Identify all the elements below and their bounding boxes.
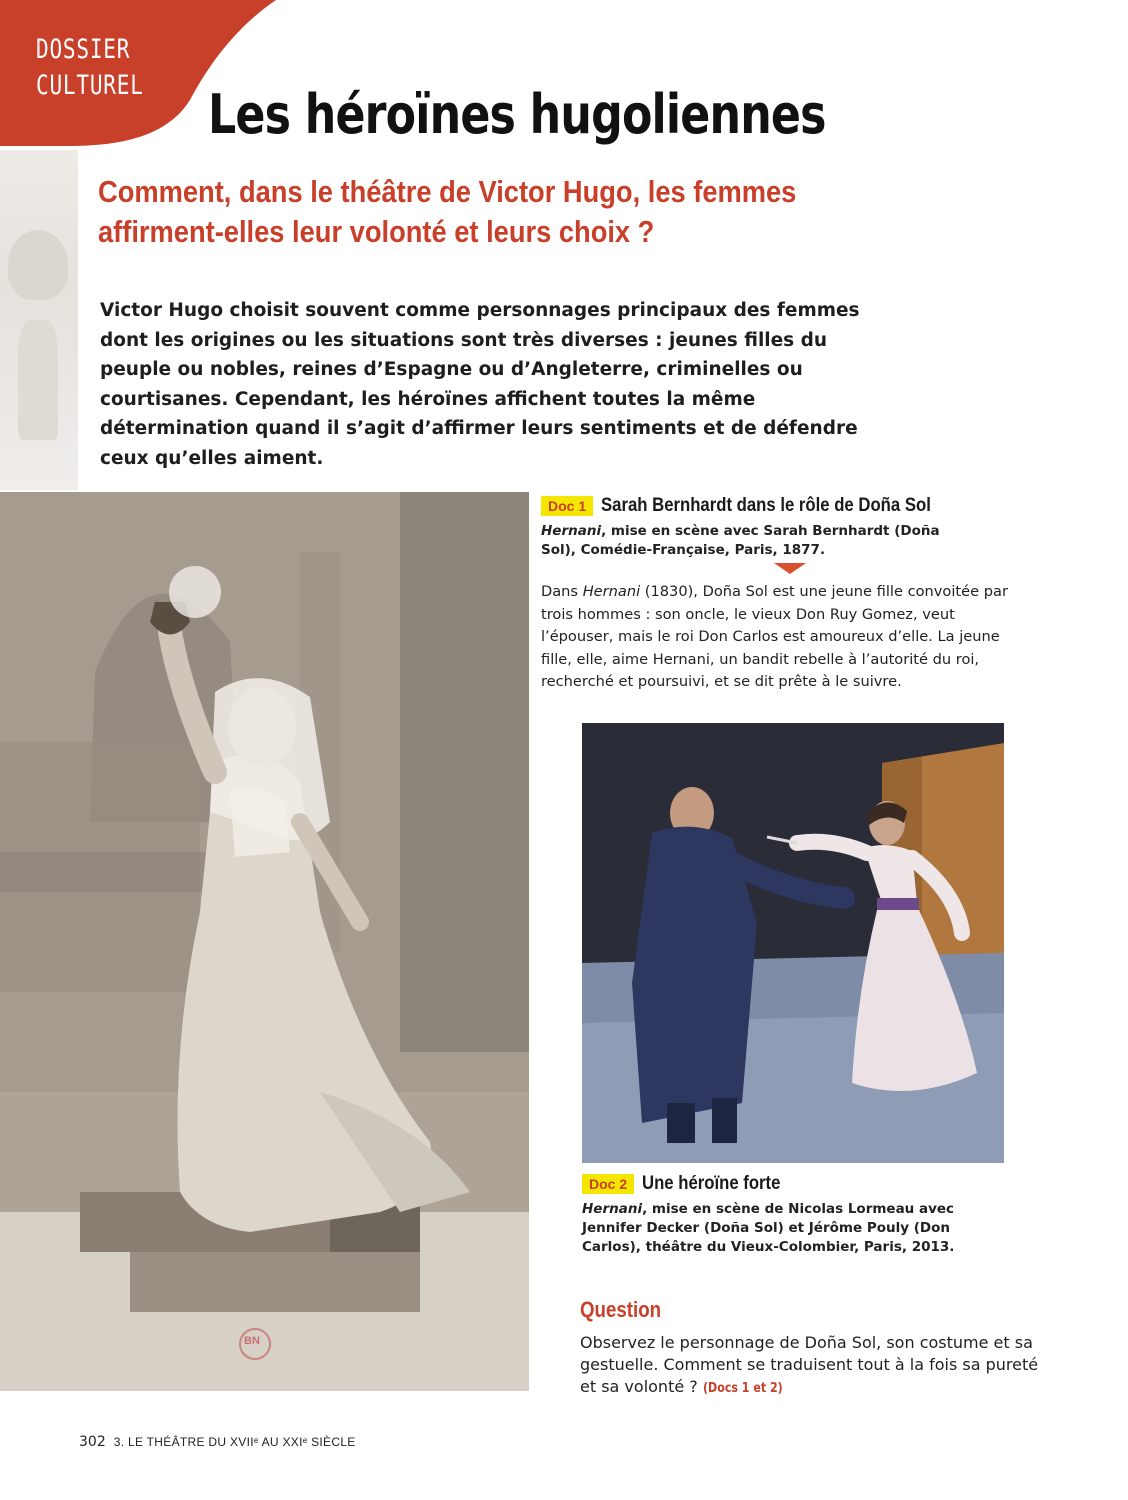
question-text: [580, 1332, 1040, 1400]
page-subtitle: Comment, dans le théâtre de Victor Hugo, les femmes affirment-elles leur volonté et leurs choix ?: [98, 174, 797, 249]
doc1-heading: [541, 495, 976, 517]
doc2-title: Une héroïne forte: [642, 1173, 781, 1194]
doc2-caption: [582, 1200, 1002, 1257]
doc1-caption: [541, 522, 971, 560]
doc2-caption-rest: , mise en scène de Nicolas Lormeau avec Jennifer Decker (Doña Sol) et Jérôme Pouly (Don Carlos), théâtre du Vieux-Colombier, Paris, 2013.: [582, 1201, 955, 1255]
doc1-text-after: (1830), Doña Sol est une jeune fille convoitée par trois hommes : son oncle, le vieux Don Ruy Gomez, veut l’épouser, mais le roi Don Carlos est amoureux d’elle. La jeune fille, elle, aime Hernani, un bandit rebelle à l’autorité du roi, recherché et poursuivi, et se dit prête à le suivre.: [541, 583, 1008, 690]
doc1-photo-sarah-bernhardt: [0, 492, 529, 1391]
doc1-context-text: [541, 581, 1021, 694]
doc1-badge: Doc 1: [541, 496, 593, 516]
doc1-text-work-title: Hernani: [582, 583, 641, 600]
question-body: Observez le personnage de Doña Sol, son costume et sa gestuelle. Comment se traduisent tout à la fois sa pureté et sa volonté ?: [580, 1333, 1039, 1396]
doc1-title: Sarah Bernhardt dans le rôle de Doña Sol: [601, 495, 931, 516]
margin-decorative-image: [0, 150, 78, 490]
section-label-line2: CULTUREL: [36, 70, 144, 101]
chapter-label: 3. LE THÉÂTRE DU XVIIᵉ AU XXIᵉ SIÈCLE: [113, 1435, 356, 1449]
library-stamp: BN: [244, 1335, 260, 1347]
caption-arrow-icon: [774, 563, 806, 574]
question-doc-reference: (Docs 1 et 2): [702, 1381, 783, 1396]
doc2-heading: [582, 1173, 799, 1195]
doc1-text-before: Dans: [541, 583, 583, 600]
question-heading: Question: [580, 1297, 662, 1322]
margin-statue-shape: [8, 230, 68, 300]
doc2-badge: Doc 2: [582, 1174, 634, 1194]
doc1-caption-rest: , mise en scène avec Sarah Bernhardt (Doña Sol), Comédie-Française, Paris, 1877.: [541, 523, 940, 558]
page-number: 302: [79, 1434, 106, 1450]
margin-pedestal-shape: [18, 320, 58, 440]
intro-paragraph: Victor Hugo choisit souvent comme personnages principaux des femmes dont les origines ou les situations sont très diverses : jeunes filles du peuple ou nobles, reines d’Espagne ou d’Angleterre, criminelles ou courtisanes. Cependant, les héroïnes affichent toutes la même détermination quand il s’agit d’affirmer leurs sentiments et de défendre ceux qu’elles aiment.: [100, 300, 860, 469]
section-label: [36, 32, 144, 104]
doc2-photo-stage-scene: [582, 723, 1004, 1163]
page-title: Les héroïnes hugoliennes: [208, 83, 826, 146]
section-label-line1: DOSSIER: [36, 34, 131, 65]
page-footer: [79, 1434, 356, 1450]
doc2-caption-work-title: Hernani: [582, 1201, 643, 1217]
doc1-caption-work-title: Hernani: [541, 523, 602, 539]
